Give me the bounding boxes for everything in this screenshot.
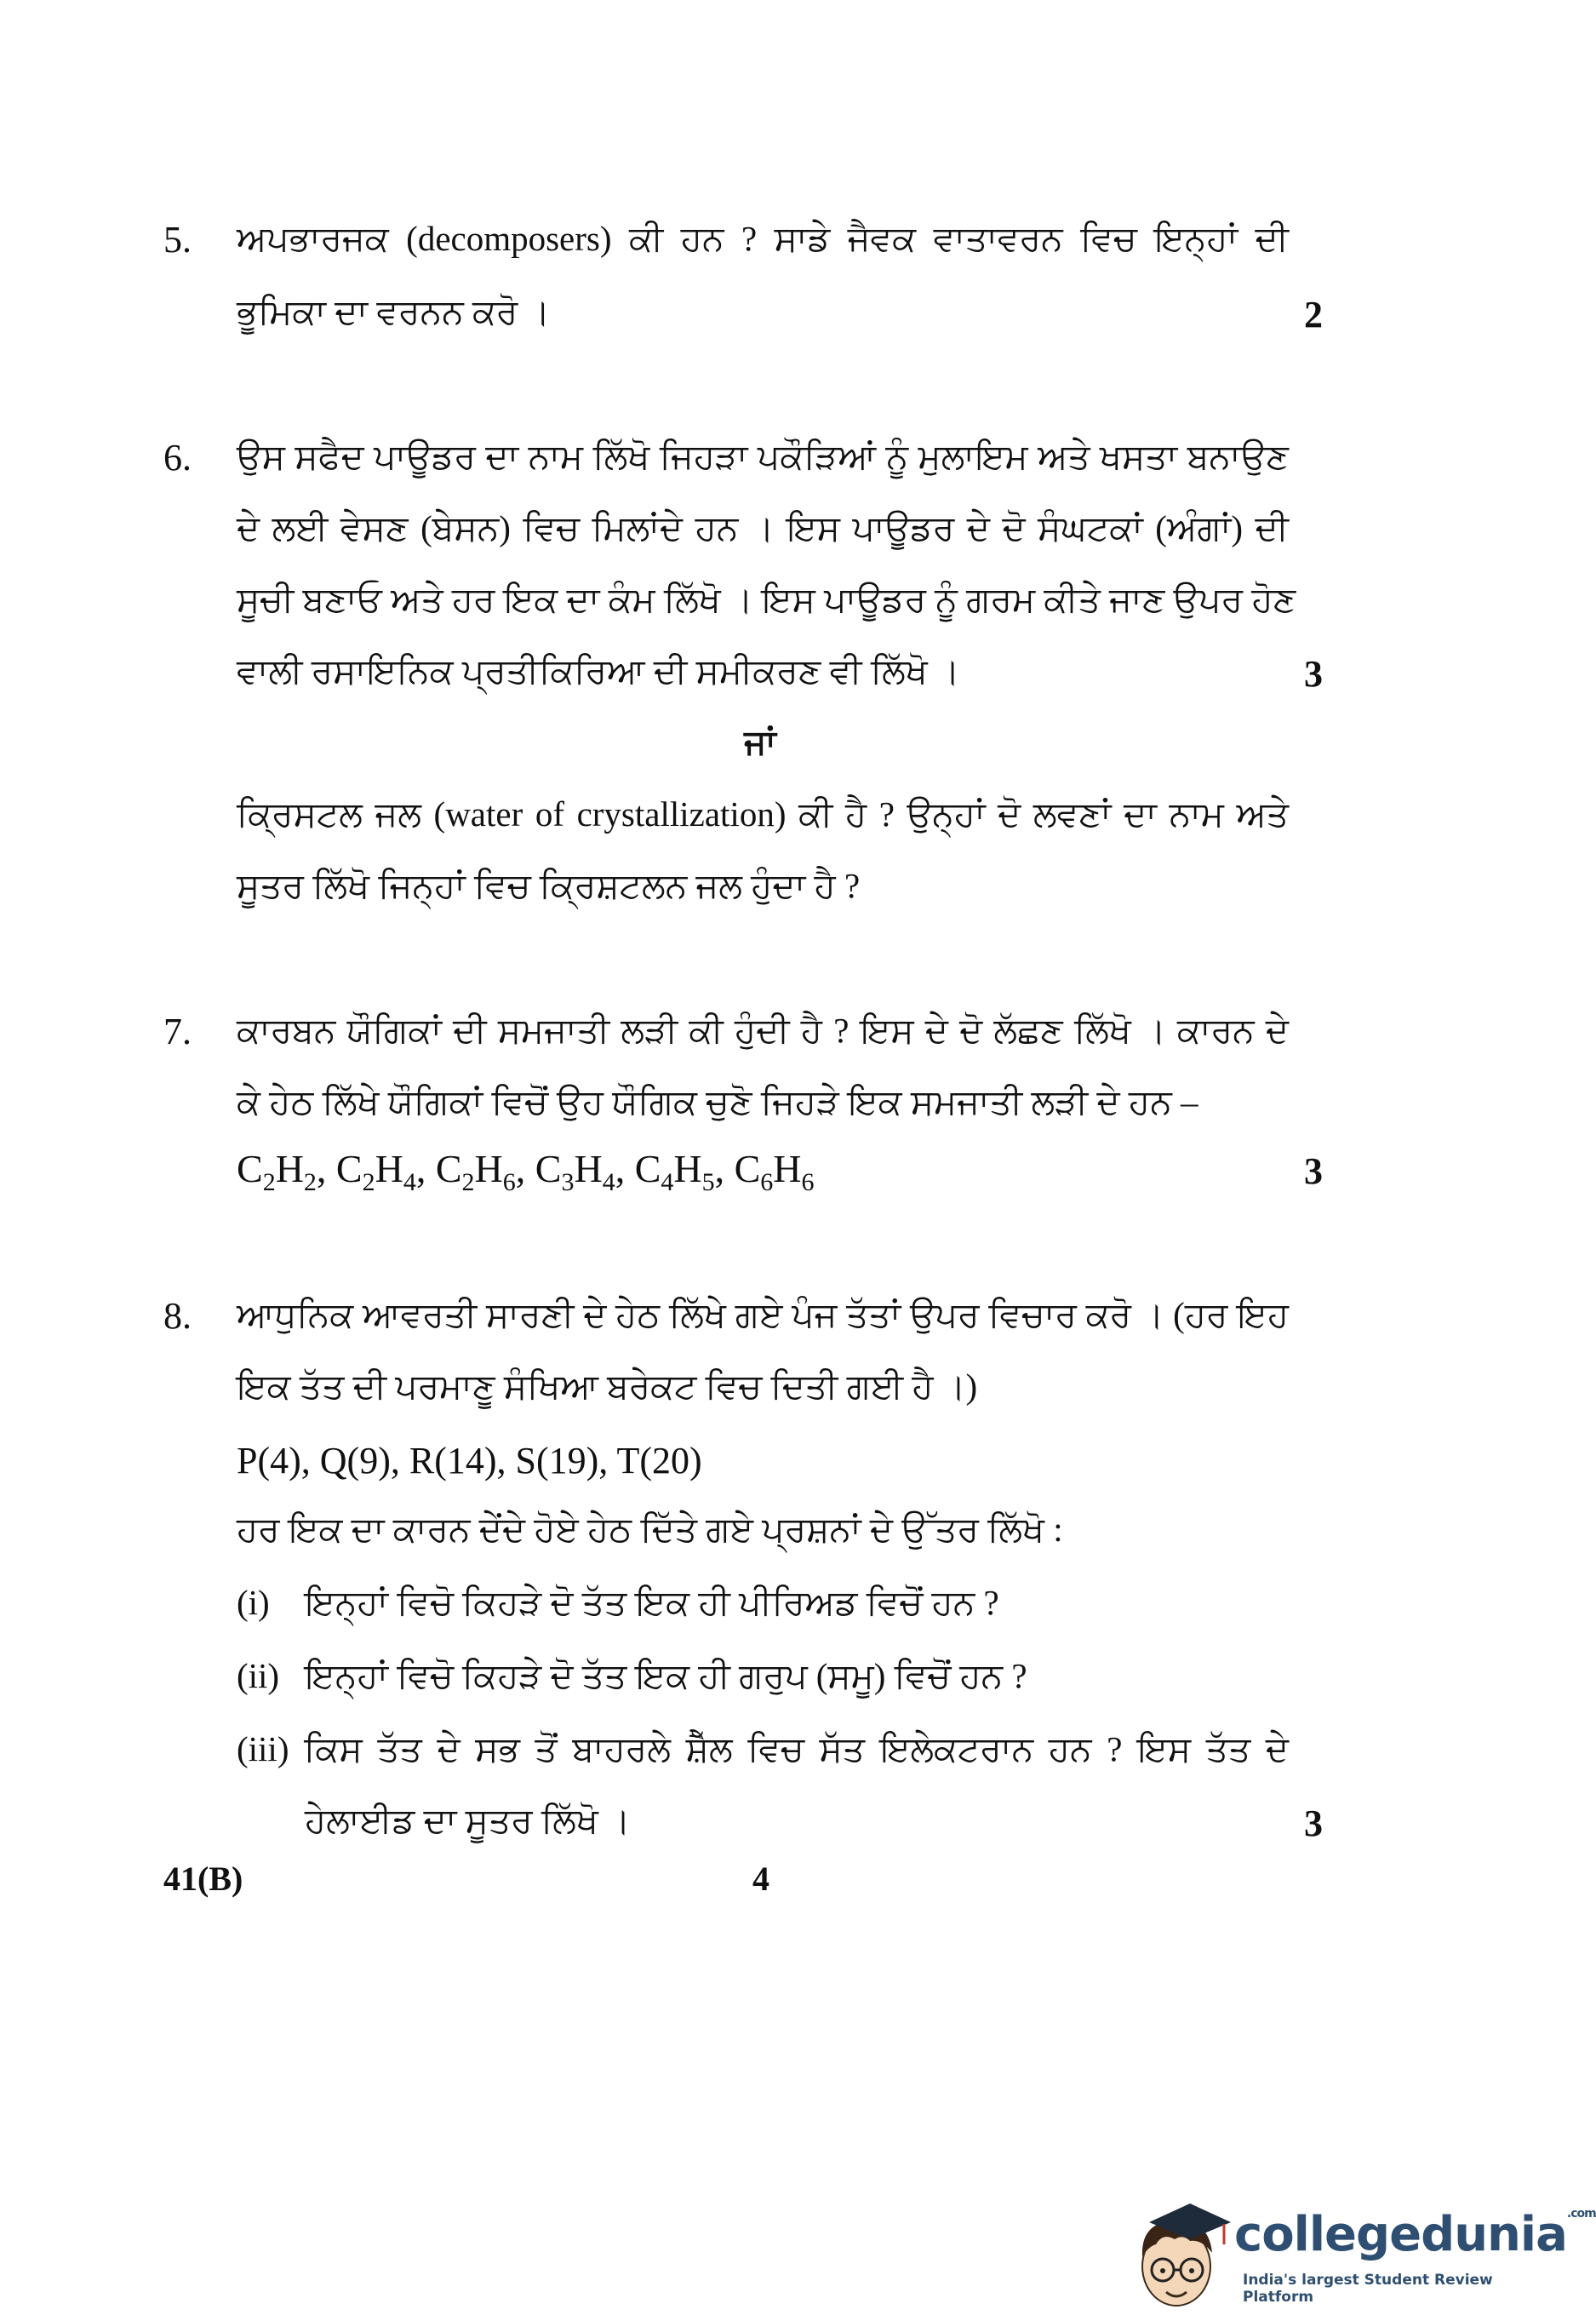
question-text-line: ਕੇ ਹੇਠ ਲਿੱਖੇ ਯੌਗਿਕਾਂ ਵਿਚੋਂ ਉਹ ਯੌਗਿਕ ਚੁਣੋ ਜਿਹੜੇ ਇਕ ਸਮਜਾਤੀ ਲੜੀ ਦੇ ਹਨ –: [237, 1082, 1198, 1121]
chemical-formula: $C_2H_2$: [237, 1147, 317, 1196]
subpart-text: ਇਨ੍ਹਾਂ ਵਿਚੋ ਕਿਹੜੇ ਦੋ ਤੱਤ ਇਕ ਹੀ ਪੀਰਿਅਡ ਵਿਚੋਂ ਹਨ ?: [305, 1583, 999, 1622]
subpart-label: (i): [237, 1583, 270, 1622]
subpart-i: [237, 1582, 1289, 1624]
question-text-line: ਇਕ ਤੱਤ ਦੀ ਪਰਮਾਣੂ ਸੰਖਿਆ ਬਰੇਕਟ ਵਿਚ ਦਿਤੀ ਗਈ ਹੈ ।): [237, 1367, 978, 1406]
question-number: 7.: [163, 1011, 192, 1052]
question-text-line: ਕਾਰਬਨ ਯੌਗਿਕਾਂ ਦੀ ਸਮਜਾਤੀ ਲੜੀ ਕੀ ਹੁੰਦੀ ਹੈ ? ਇਸ ਦੇ ਦੋ ਲੱਛਣ ਲਿੱਖੋ । ਕਾਰਨ ਦੇ: [237, 1011, 1289, 1050]
question-number: 8.: [163, 1295, 192, 1337]
subpart-label: (iii): [237, 1729, 289, 1768]
alternative-question-line: ਕ੍ਰਿਸਟਲ ਜਲ (water of crystallization) ਕੀ ਹੈ ? ਉਨ੍ਹਾਂ ਦੋ ਲਵਣਾਂ ਦਾ ਨਾਮ ਅਤੇ: [237, 794, 1289, 834]
collegedunia-logo: [1124, 2197, 1596, 2316]
instruction-text: ਹਰ ਇਕ ਦਾ ਕਾਰਨ ਦੇਂਦੇ ਹੋਏ ਹੇਠ ਦਿੱਤੇ ਗਏ ਪ੍ਰਸ਼ਨਾਂ ਦੇ ਉੱਤਰ ਲਿੱਖੋ :: [237, 1510, 1063, 1549]
marks: 2: [1304, 294, 1323, 335]
formula-list: $C_2H_2$, $C_2H_4$, $C_2H_6$, $C_3H_4$, $C_4H_5$, $C_6H_6$: [237, 1147, 815, 1196]
marks: 3: [1304, 1150, 1323, 1192]
subpart-ii: [237, 1655, 1289, 1697]
subpart-iii: [237, 1728, 1289, 1770]
question-text-line: ਉਸ ਸਫੈਦ ਪਾਊਡਰ ਦਾ ਨਾਮ ਲਿੱਖੋ ਜਿਹੜਾ ਪਕੌੜਿਆਂ ਨੂੰ ਮੁਲਾਇਮ ਅਤੇ ਖਸਤਾ ਬਨਾਉਣ: [237, 437, 1289, 476]
chemical-formula: $C_2H_4$: [335, 1147, 416, 1196]
logo-tagline: India's largest Student Review Platform: [1243, 2272, 1493, 2306]
alternative-question-line: ਸੂਤਰ ਲਿੱਖੋ ਜਿਨ੍ਹਾਂ ਵਿਚ ਕ੍ਰਿਸ਼ਟਲਨ ਜਲ ਹੁੰਦਾ ਹੈ ?: [237, 866, 861, 905]
question-text-line: ਆਧੁਨਿਕ ਆਵਰਤੀ ਸਾਰਣੀ ਦੇ ਹੇਠ ਲਿੱਖੇ ਗਏ ਪੰਜ ਤੱਤਾਂ ਉਪਰ ਵਿਚਾਰ ਕਰੋ । (ਹਰ ਇਹ: [237, 1295, 1289, 1334]
question-text-line: ਸੂਚੀ ਬਣਾਓ ਅਤੇ ਹਰ ਇਕ ਦਾ ਕੰਮ ਲਿੱਖੋ । ਇਸ ਪਾਊਡਰ ਨੂੰ ਗਰਮ ਕੀਤੇ ਜਾਣ ਉਪਰ ਹੋਣ: [237, 580, 1296, 619]
question-number: 5.: [163, 219, 192, 261]
question-text-line: ਵਾਲੀ ਰਸਾਇਨਿਕ ਪ੍ਰਤੀਕਿਰਿਆ ਦੀ ਸਮੀਕਰਣ ਵੀ ਲਿੱਖੋ ।: [237, 651, 960, 691]
paper-code: 41(B): [163, 1860, 243, 1898]
question-text-line: ਦੇ ਲਈ ਵੇਸਣ (ਬੇਸਨ) ਵਿਚ ਮਿਲਾਂਦੇ ਹਨ । ਇਸ ਪਾਊਡਰ ਦੇ ਦੋ ਸੰਘਟਕਾਂ (ਅੰਗਾਂ) ਦੀ: [237, 508, 1289, 547]
element-list: P(4), Q(9), R(14), S(19), T(20): [237, 1440, 702, 1481]
chemical-formula: $C_2H_6$: [435, 1147, 516, 1196]
logo-wordmark: collegedunia$^{.com}$: [1234, 2207, 1596, 2262]
subpart-text: ਕਿਸ ਤੱਤ ਦੇ ਸਭ ਤੋਂ ਬਾਹਰਲੇ ਸ਼ੈੱਲ ਵਿਚ ਸੱਤ ਇਲੇਕਟਰਾਨ ਹਨ ? ਇਸ ਤੱਤ ਦੇ: [304, 1729, 1290, 1768]
question-text-line: ਅਪਭਾਰਜਕ (decomposers) ਕੀ ਹਨ ? ਸਾਡੇ ਜੈਵਕ ਵਾਤਾਵਰਨ ਵਿਚ ਇਨ੍ਹਾਂ ਦੀ: [237, 219, 1289, 258]
marks: 3: [1304, 653, 1323, 695]
chemical-formula: $C_4H_5$: [634, 1147, 715, 1196]
question-number: 6.: [163, 437, 192, 479]
question-text-line: ਭੂਮਿਕਾ ਦਾ ਵਰਨਨ ਕਰੋ ।: [237, 292, 551, 331]
chemical-formula: $C_6H_6$: [734, 1147, 815, 1196]
student-mascot-icon: [1124, 2197, 1234, 2316]
subpart-text-continued: ਹੇਲਾਈਡ ਦਾ ਸੂਤਰ ਲਿੱਖੋ ।: [305, 1801, 631, 1840]
page-number: 4: [752, 1860, 769, 1898]
or-separator: ਜਾਂ: [744, 723, 776, 761]
chemical-formula: $C_3H_4$: [535, 1147, 615, 1196]
subpart-label: (ii): [237, 1656, 280, 1695]
subpart-text: ਇਨ੍ਹਾਂ ਵਿਚੋ ਕਿਹੜੇ ਦੋ ਤੱਤ ਇਕ ਹੀ ਗਰੁਪ (ਸਮੂ) ਵਿਚੋਂ ਹਨ ?: [305, 1656, 1027, 1695]
marks: 3: [1304, 1802, 1323, 1844]
